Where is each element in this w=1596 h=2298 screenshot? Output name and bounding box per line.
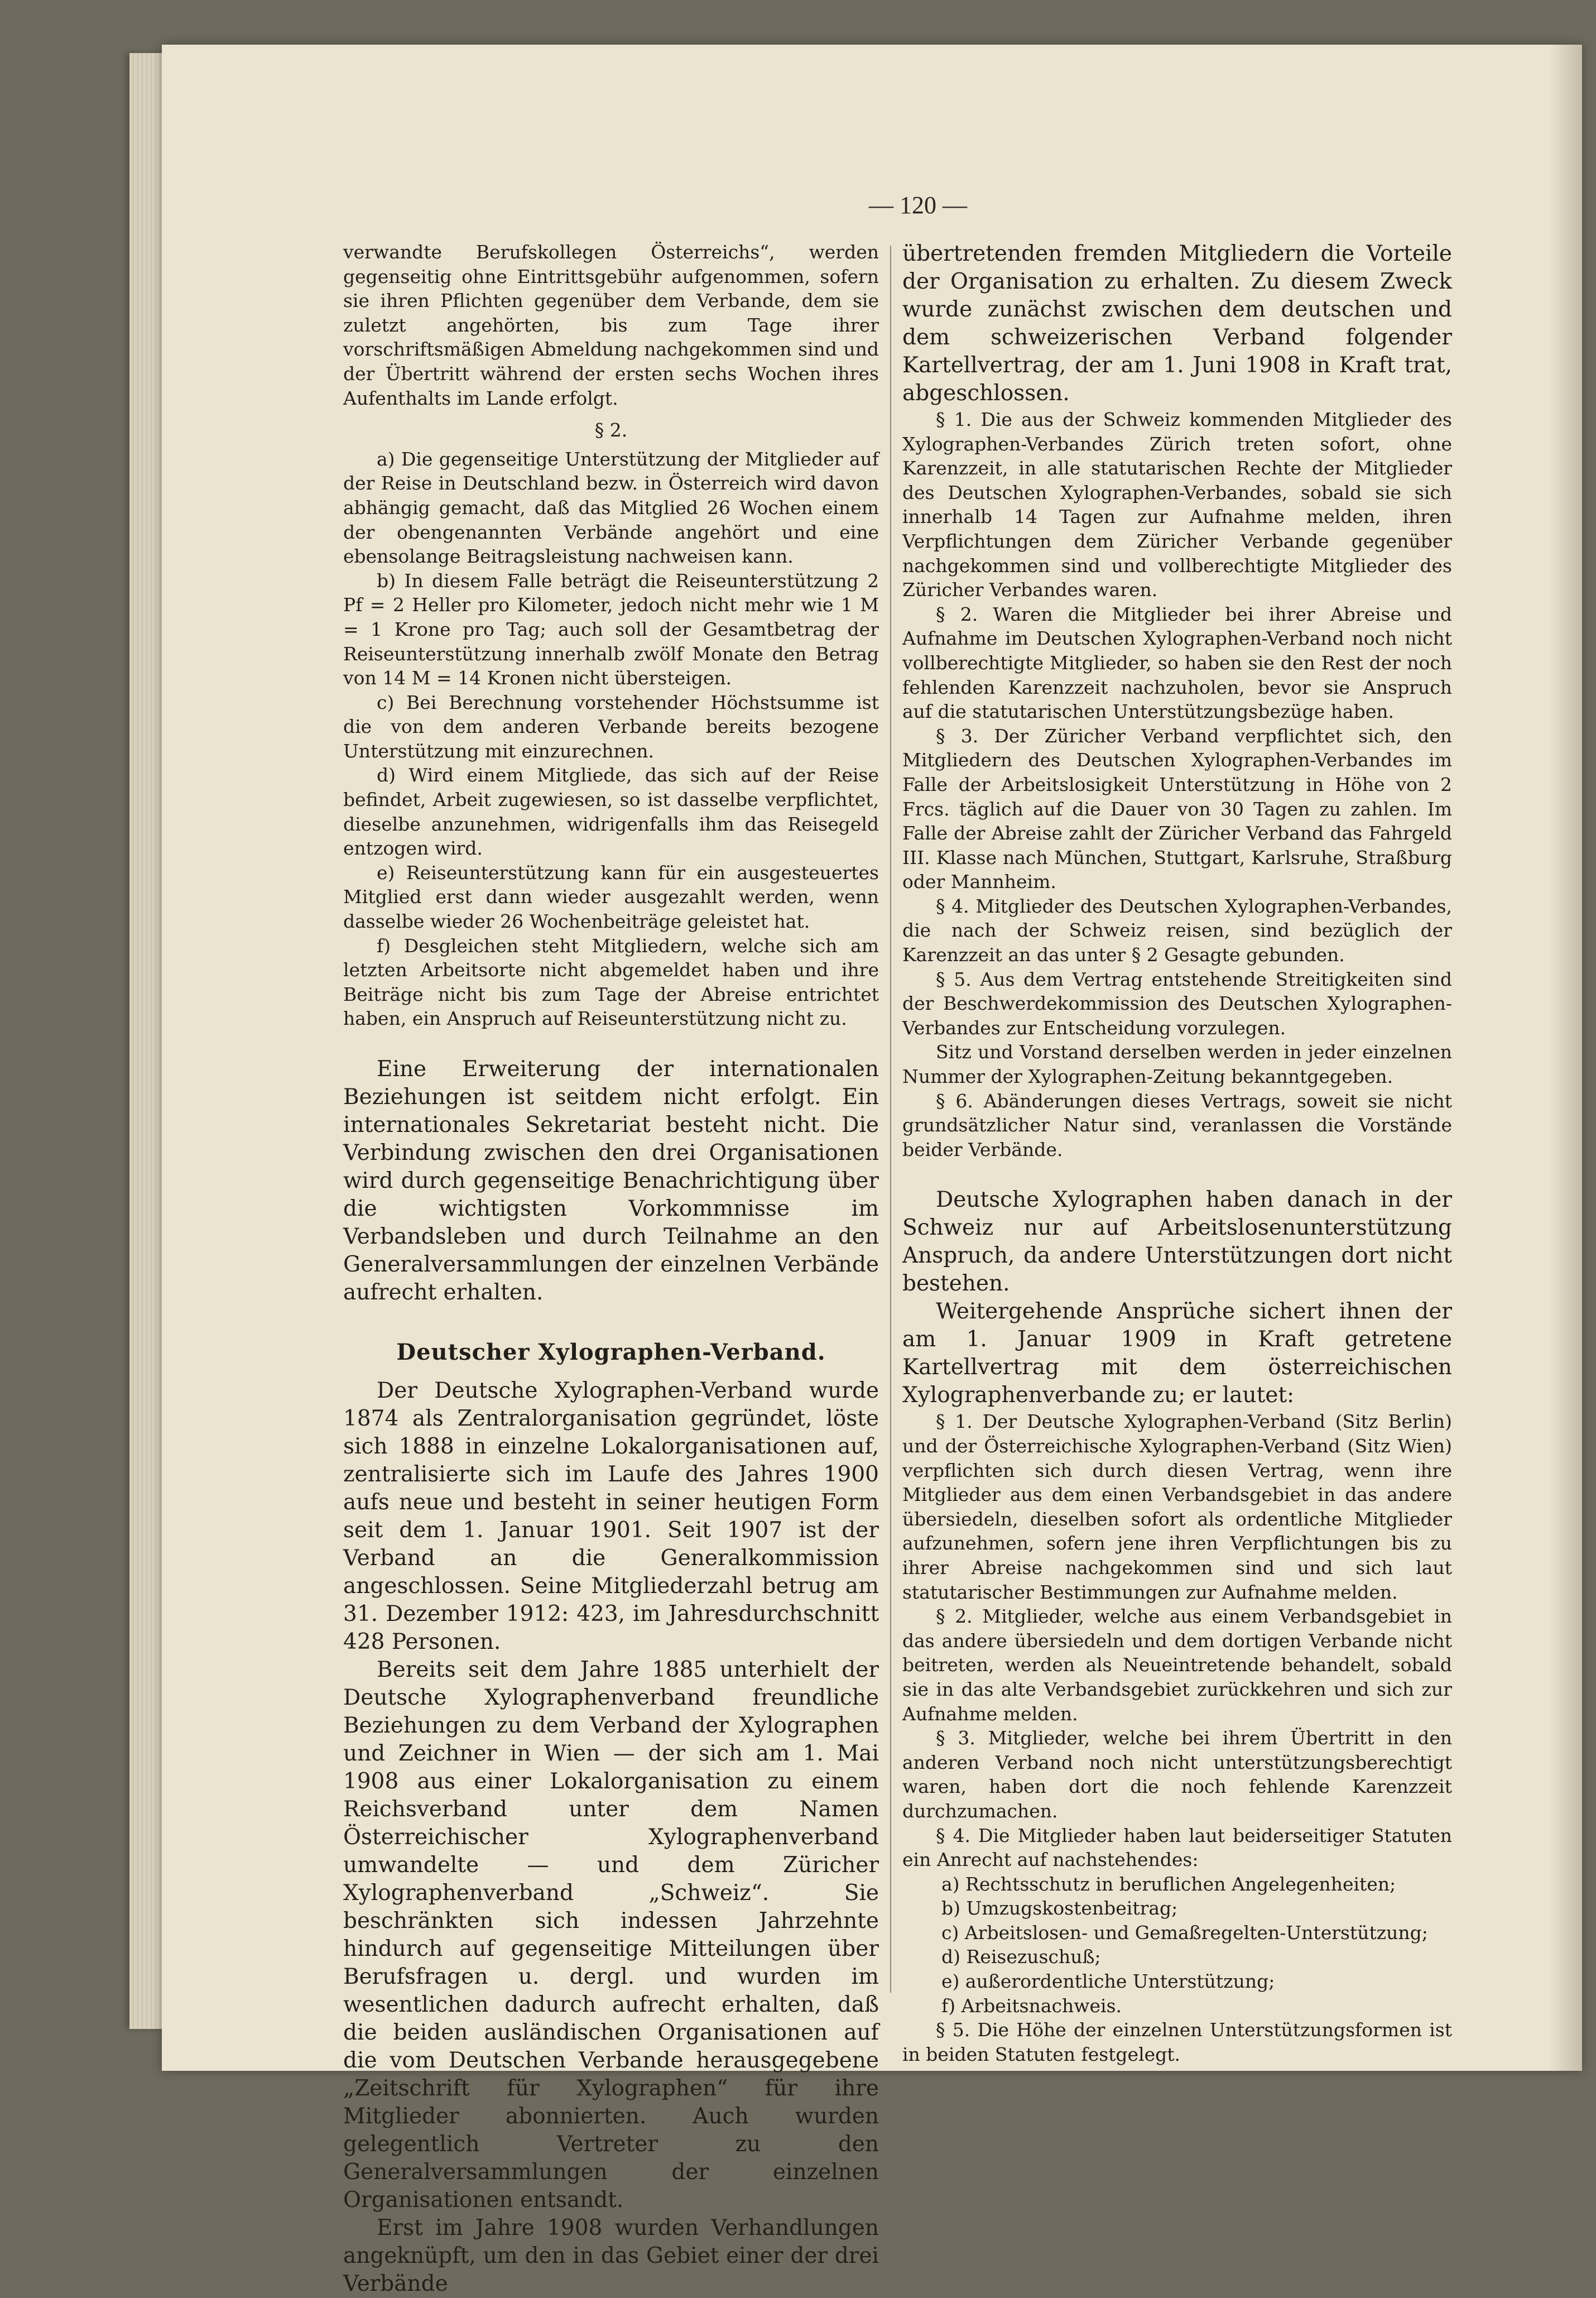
paragraph: § 5. Die Höhe der einzelnen Unterstützungsformen ist in beiden Statuten festgelegt.: [902, 2019, 1452, 2065]
paragraph: Weitergehende Ansprüche sichert ihnen der am 1. Januar 1909 in Kraft getretene Kartellvertrag mit dem österreichischen Xylographenverbande zu; er lautet:: [902, 1299, 1452, 1408]
column-divider: [890, 246, 891, 1993]
paragraph: verwandte Berufskollegen Österreichs“, werden gegenseitig ohne Eintrittsgebühr aufgenommen, sofern sie ihren Pflichten gegenüber dem Verbande, dem sie zuletzt angehörten, bis zum Tage ihrer vorschriftsmäßigen Abmeldung nachgekommen sind und der Übertritt während der ersten sechs Wochen ihres Aufenthalts im Lande erfolgt.: [343, 241, 879, 409]
paragraph: § 2. Waren die Mitglieder bei ihrer Abreise und Aufnahme im Deutschen Xylographen-Verband noch nicht vollberechtigte Mitglieder, so haben sie den Rest der noch fehlenden Karenzzeit nachzuholen, bevor sie Anspruch auf die statutarischen Unterstützungsbezüge haben.: [902, 603, 1452, 723]
paragraph: Sitz und Vorstand derselben werden in jeder einzelnen Nummer der Xylographen-Zeitung bekanntgegeben.: [902, 1041, 1452, 1088]
paragraph: e) Reiseunterstützung kann für ein ausgesteuertes Mitglied erst dann wieder ausgezahlt werden, wenn dasselbe wieder 26 Wochenbeiträge geleistet hat.: [343, 861, 879, 933]
paragraph: Deutsche Xylographen haben danach in der Schweiz nur auf Arbeitslosenunterstützung Anspruch, da andere Unterstützungen dort nicht bestehen.: [902, 1187, 1452, 1297]
paragraph: § 6. Abänderungen dieses Vertrags, soweit sie nicht grundsätzlicher Natur sind, veranlassen die Vorstände beider Verbände.: [902, 1090, 1452, 1160]
paragraph: c) Bei Berechnung vorstehender Höchstsumme ist die von dem anderen Verbande bereits bezogene Unterstützung mit einzurechnen.: [343, 691, 879, 762]
paragraph: Der Deutsche Xylographen-Verband wurde 1874 als Zentralorganisation gegründet, löste sich 1888 in einzelne Lokalorganisationen auf, zentralisierte sich im Laufe des Jahres 1900 aufs neue und besteht in seiner heutigen Form seit dem 1. Januar 1901. Seit 1907 ist der Verband an die Generalkommission angeschlossen. Seine Mitgliederzahl betrug am 31. Dezember 1912: 423, im Jahresdurchschnitt 428 Personen.: [343, 1378, 879, 1654]
paragraph: § 3. Der Züricher Verband verpflichtet sich, den Mitgliedern des Deutschen Xylographen-Verbandes im Falle der Arbeitslosigkeit Unterstützung in Höhe von 2 Frcs. täglich auf die Dauer von 30 Tagen zu zahlen. Im Falle der Abreise zahlt der Züricher Verband das Fahrgeld III. Klasse nach München, Stuttgart, Karlsruhe, Straßburg oder Mannheim.: [902, 725, 1452, 893]
paragraph: Eine Erweiterung der internationalen Beziehungen ist seitdem nicht erfolgt. Ein internationales Sekretariat besteht nicht. Die Verbindung zwischen den drei Organisationen wird durch gegenseitige Benachrichtigung über die wichtigsten Vorkommnisse im Verbandsleben und durch Teilnahme an den Generalversammlungen der einzelnen Verbände aufrecht erhalten.: [343, 1057, 879, 1305]
list-item: a) Rechtsschutz in beruflichen Angelegenheiten;: [941, 1873, 1396, 1895]
page-number: — 120 —: [869, 191, 967, 219]
paragraph: § 4. Die Mitglieder haben laut beiderseitiger Statuten ein Anrecht auf nachstehendes:: [902, 1824, 1452, 1871]
paragraph: § 4. Mitglieder des Deutschen Xylographen-Verbandes, die nach der Schweiz reisen, sind bezüglich der Karenzzeit an das unter § 2 Gesagte gebunden.: [902, 895, 1452, 966]
paragraph: f) Desgleichen steht Mitgliedern, welche sich am letzten Arbeitsorte nicht abgemeldet haben und ihre Beiträge nicht bis zum Tage der Abreise entrichtet haben, ein Anspruch auf Reiseunterstützung nicht zu.: [343, 934, 879, 1030]
paragraph: Erst im Jahre 1908 wurden Verhandlungen angeknüpft, um den in das Gebiet einer der drei Verbände: [343, 2215, 879, 2296]
paragraph: d) Wird einem Mitgliede, das sich auf der Reise befindet, Arbeit zugewiesen, so ist dasselbe verpflichtet, dieselbe anzunehmen, widrigenfalls ihm das Reisegeld entzogen wird.: [343, 764, 879, 860]
paragraph: b) In diesem Falle beträgt die Reiseunterstützung 2 Pf = 2 Heller pro Kilometer, jedoch nicht mehr wie 1 M = 1 Krone pro Tag; auch soll der Gesamtbetrag der Reiseunterstützung innerhalb zwölf Monate den Betrag von 14 M = 14 Kronen nicht übersteigen.: [343, 569, 879, 689]
page-gutter-shadow: [1549, 45, 1582, 2071]
section-number: § 2.: [594, 419, 628, 442]
list-item: c) Arbeitslosen- und Gemaßregelten-Unterstützung;: [941, 1921, 1428, 1944]
list-item: f) Arbeitsnachweis.: [941, 1994, 1122, 2017]
right-column: [902, 240, 1452, 2066]
paragraph: § 5. Aus dem Vertrag entstehende Streitigkeiten sind der Beschwerdekommission des Deutschen Xylographen-Verbandes zur Entscheidung vorzulegen.: [902, 968, 1452, 1039]
paragraph: übertretenden fremden Mitgliedern die Vorteile der Organisation zu erhalten. Zu diesem Zweck wurde zunächst zwischen dem deutschen und dem schweizerischen Verband folgender Kartellvertrag, der am 1. Juni 1908 in Kraft trat, abgeschlossen.: [902, 241, 1452, 406]
paragraph: § 3. Mitglieder, welche bei ihrem Übertritt in den anderen Verband noch nicht unterstützungsberechtigt waren, haben dort die noch fehlende Karenzzeit durchzumachen.: [902, 1727, 1452, 1822]
paragraph: a) Die gegenseitige Unterstützung der Mitglieder auf der Reise in Deutschland bezw. in Österreich wird davon abhängig gemacht, daß das Mitglied 26 Wochen einem der obengenannten Verbände angehört und eine ebensolange Beitragsleistung nachweisen kann.: [343, 448, 879, 568]
paragraph: Bereits seit dem Jahre 1885 unterhielt der Deutsche Xylographenverband freundliche Beziehungen zu dem Verband der Xylographen und Zeichner in Wien — der sich am 1. Mai 1908 aus einer Lokalorganisation zu einem Reichsverband unter dem Namen Österreichischer Xylographenverband umwandelte — und dem Züricher Xylographenverband „Schweiz“. Sie beschränkten sich indessen Jahrzehnte hindurch auf gegenseitige Mitteilungen über Berufsfragen u. dergl. und wurden im wesentlichen dadurch aufrecht erhalten, daß die beiden ausländischen Organisationen auf die vom Deutschen Verbande herausgegebene „Zeitschrift für Xylographen“ für ihre Mitglieder abonnierten. Auch wurden gelegentlich Vertreter zu den Generalversammlungen der einzelnen Organisationen entsandt.: [343, 1657, 879, 2213]
list-item: b) Umzugskostenbeitrag;: [941, 1897, 1178, 1920]
list-item: e) außerordentliche Unterstützung;: [941, 1970, 1275, 1993]
paragraph: § 1. Der Deutsche Xylographen-Verband (Sitz Berlin) und der Österreichische Xylographen-Verband (Sitz Wien) verpflichten sich durch diesen Vertrag, wenn ihre Mitglieder aus dem einen Verbandsgebiet in das andere übersiedeln, dieselben sofort als ordentliche Mitglieder aufzunehmen, sofern jene ihren Verpflichtungen bis zu ihrer Abreise nachgekommen sind und sich laut statutarischer Bestimmungen zur Aufnahme melden.: [902, 1411, 1452, 1603]
list-item: d) Reisezuschuß;: [941, 1946, 1101, 1968]
section-heading: Deutscher Xylographen-Verband.: [396, 1339, 826, 1365]
left-column: [343, 240, 879, 2298]
paragraph: § 1. Die aus der Schweiz kommenden Mitglieder des Xylographen-Verbandes Zürich treten sofort, ohne Karenzzeit, in alle statutarischen Rechte der Mitglieder des Deutschen Xylographen-Verbandes, sobald sie sich innerhalb 14 Tagen zur Aufnahme melden, ihren Verpflichtungen dem Züricher Verbande gegenüber nachgekommen sind und vollberechtigte Mitglieder des Züricher Verbandes waren.: [902, 409, 1452, 601]
paragraph: § 2. Mitglieder, welche aus einem Verbandsgebiet in das andere übersiedeln und dem dortigen Verbande nicht beitreten, werden als Neueintretende behandelt, sobald sie in das alte Verbandsgebiet zurückkehren und sich zur Aufnahme melden.: [902, 1605, 1452, 1725]
